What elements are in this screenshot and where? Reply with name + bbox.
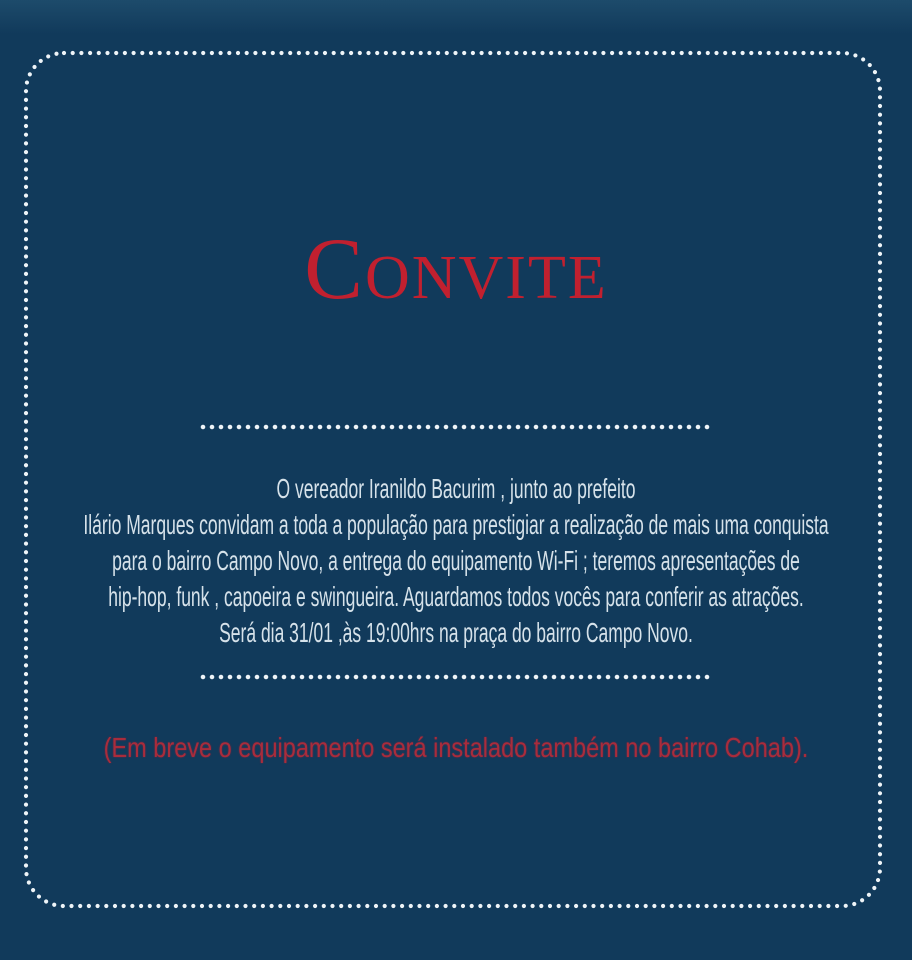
footnote-text: (Em breve o equipamento será instalado também no bairro Cohab).: [103, 732, 809, 763]
invitation-title: Convite: [304, 221, 608, 318]
body-line-4: hip-hop, funk , capoeira e swingueira. Aguardamos todos vocês para conferir as atrações.: [108, 581, 804, 612]
body-line-1: O vereador Iranildo Bacurim , junto ao prefeito: [276, 473, 636, 504]
invitation-body: [3, 471, 909, 651]
body-line-3: para o bairro Campo Novo, a entrega do equipamento Wi-Fi ; teremos apresentações de: [112, 545, 800, 576]
body-line-2: Ilário Marques convidam a toda a população para prestigiar a realização de mais uma conquista: [83, 509, 829, 540]
body-line-5: Será dia 31/01 ,às 19:00hrs na praça do bairro Campo Novo.: [219, 617, 693, 648]
